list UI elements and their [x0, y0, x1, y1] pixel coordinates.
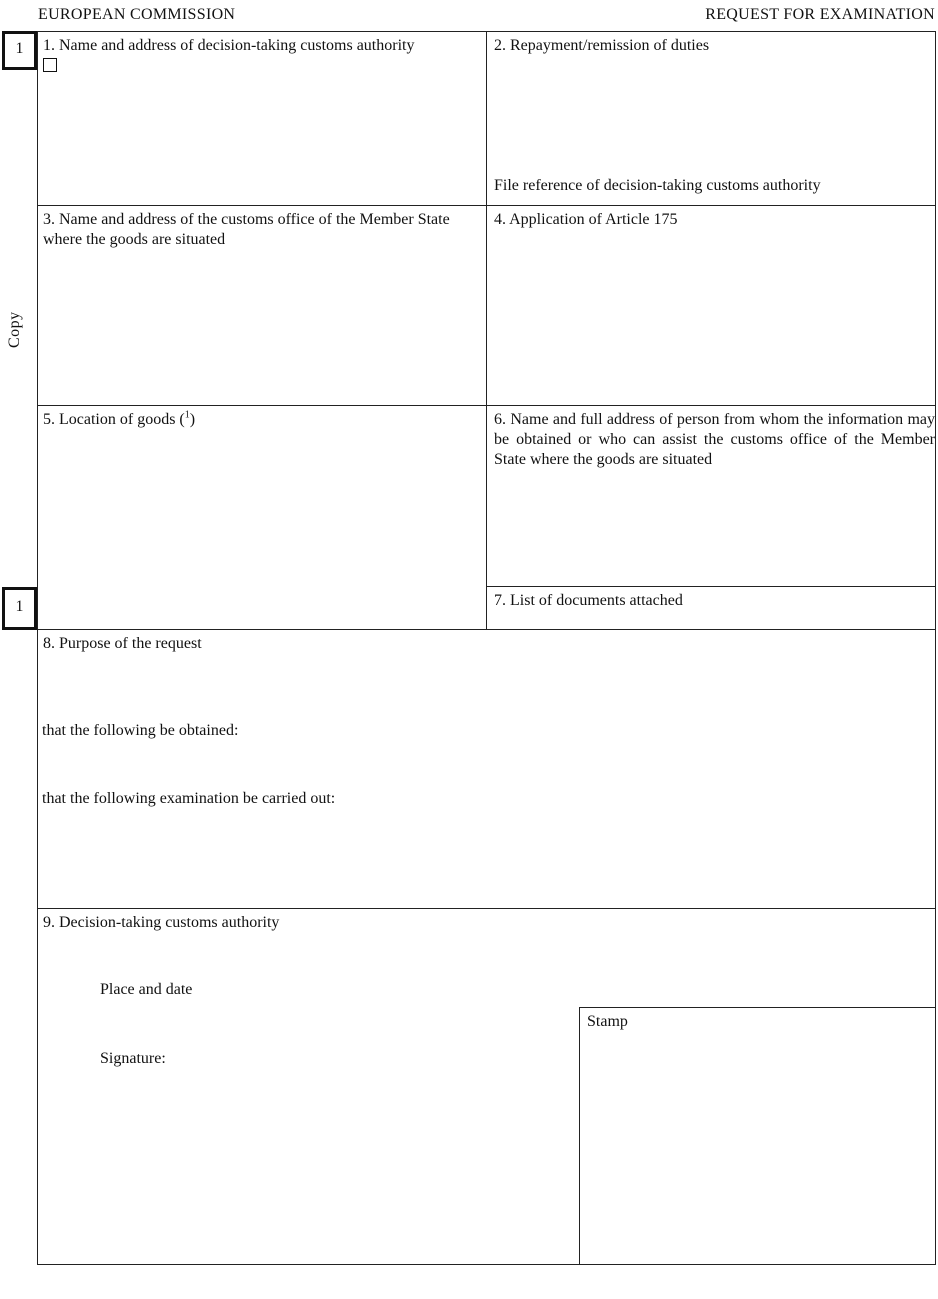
field-1-label: 1. Name and address of decision-taking customs authority — [43, 37, 415, 54]
field-9-place-and-date: Place and date — [100, 981, 193, 998]
field-9-signature: Signature: — [100, 1050, 166, 1067]
field-4-box[interactable] — [486, 205, 936, 406]
field-7-label: 7. List of documents attached — [494, 592, 683, 609]
field-6-box[interactable] — [486, 405, 936, 587]
field-1-box[interactable] — [37, 31, 487, 206]
field-5-label: 5. Location of goods ($^1$) — [43, 409, 196, 428]
copy-number-top: 1 — [2, 31, 37, 70]
field-8-examination-text: that the following examination be carried out: — [42, 790, 336, 807]
field-7-box[interactable] — [486, 586, 936, 630]
field-6-label: 6. Name and full address of person from whom the information may be obtained or who can assist the customs office of the Member State where the goods are situated — [494, 411, 935, 468]
field-9-label: 9. Decision-taking customs authority — [43, 914, 280, 931]
header-european-commission: EUROPEAN COMMISSION — [38, 6, 236, 23]
copy-number-bottom: 1 — [2, 587, 37, 630]
field-5-box[interactable] — [37, 405, 487, 630]
field-2-box[interactable] — [486, 31, 936, 206]
field-3-box[interactable] — [37, 205, 487, 406]
field-2-label: 2. Repayment/remission of duties — [494, 37, 710, 54]
field-3-label: 3. Name and address of the customs office of the Member State where the goods are situated — [43, 211, 450, 248]
stamp-label: Stamp — [587, 1013, 628, 1030]
field-8-box[interactable] — [37, 629, 936, 909]
field-2-file-reference: File reference of decision-taking customs authority — [494, 177, 821, 194]
field-8-label: 8. Purpose of the request — [43, 635, 202, 652]
field-8-obtained-text: that the following be obtained: — [42, 722, 239, 739]
field-1-checkbox[interactable] — [43, 58, 57, 72]
stamp-box[interactable] — [579, 1007, 936, 1265]
copy-label: Copy — [6, 311, 23, 348]
header-request-for-examination: REQUEST FOR EXAMINATION — [705, 6, 935, 23]
field-4-label: 4. Application of Article 175 — [494, 211, 678, 228]
